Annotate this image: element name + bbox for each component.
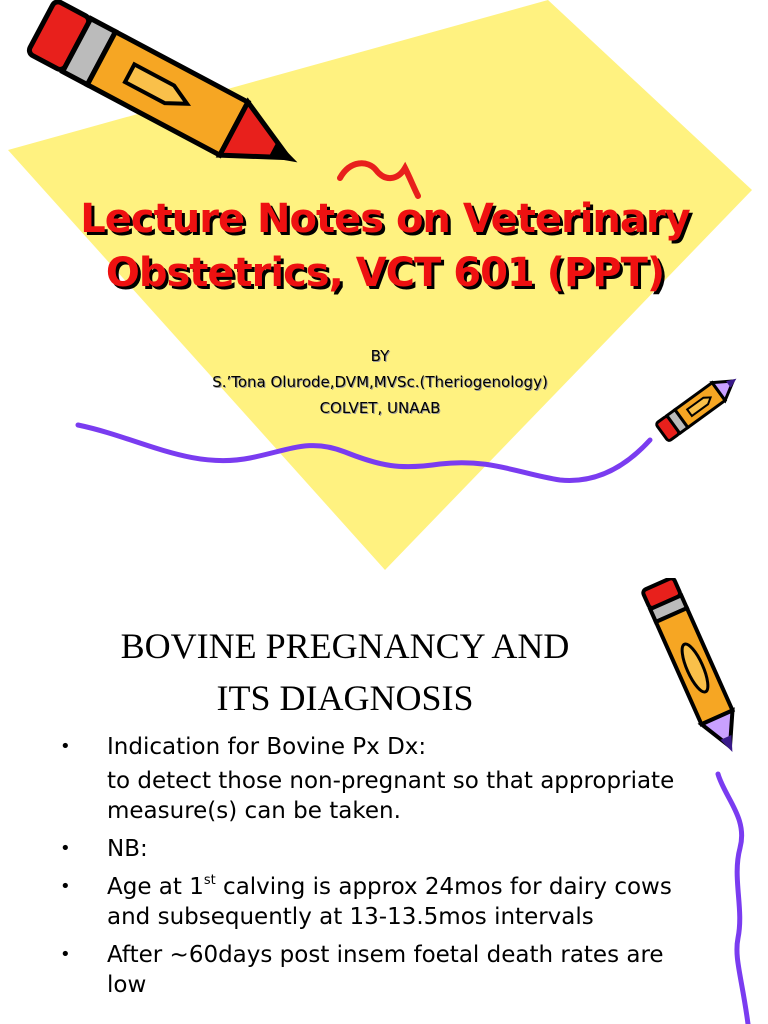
bullet-marker: • <box>60 944 71 965</box>
bullet-continuation <box>60 766 710 826</box>
purple-scribble-line-vertical <box>718 774 748 1024</box>
bullet-marker: • <box>60 876 71 897</box>
bullet-item <box>60 732 710 762</box>
slide-heading <box>40 620 650 724</box>
bullet-text: NB: <box>107 836 148 862</box>
superscript: st <box>203 873 216 888</box>
bullet-marker: • <box>60 838 71 859</box>
bullet-item <box>60 834 710 864</box>
slide-title <box>40 192 730 300</box>
bullet-text: Indication for Bovine Px Dx: <box>107 734 427 760</box>
title-line-2: Obstetrics, VCT 601 (PPT) <box>105 250 665 296</box>
bullet-marker: • <box>60 736 71 757</box>
title-line-1: Lecture Notes on Veterinary <box>80 196 690 242</box>
author-name: S.’Tona Olurode,DVM,MVSc.(Theriogenology) <box>212 373 548 391</box>
author-block <box>80 343 680 421</box>
content-slide <box>0 578 768 1024</box>
bullet-list <box>60 732 710 1008</box>
bullet-item <box>60 872 710 932</box>
heading-line-1: BOVINE PREGNANCY AND <box>120 626 570 666</box>
bullet-item <box>60 940 710 1000</box>
institution: COLVET, UNAAB <box>319 399 441 417</box>
bullet-text: After ~60days post insem foetal death rates are low <box>107 942 664 998</box>
by-label: BY <box>370 347 390 365</box>
heading-line-2: ITS DIAGNOSIS <box>216 678 474 718</box>
bullet-text-post: calving is approx 24mos for dairy cows and subsequently at 13-13.5mos intervals <box>107 874 672 930</box>
bullet-text: to detect those non-pregnant so that appropriate measure(s) can be taken. <box>107 768 675 824</box>
bullet-text-pre: Age at 1 <box>107 874 204 900</box>
